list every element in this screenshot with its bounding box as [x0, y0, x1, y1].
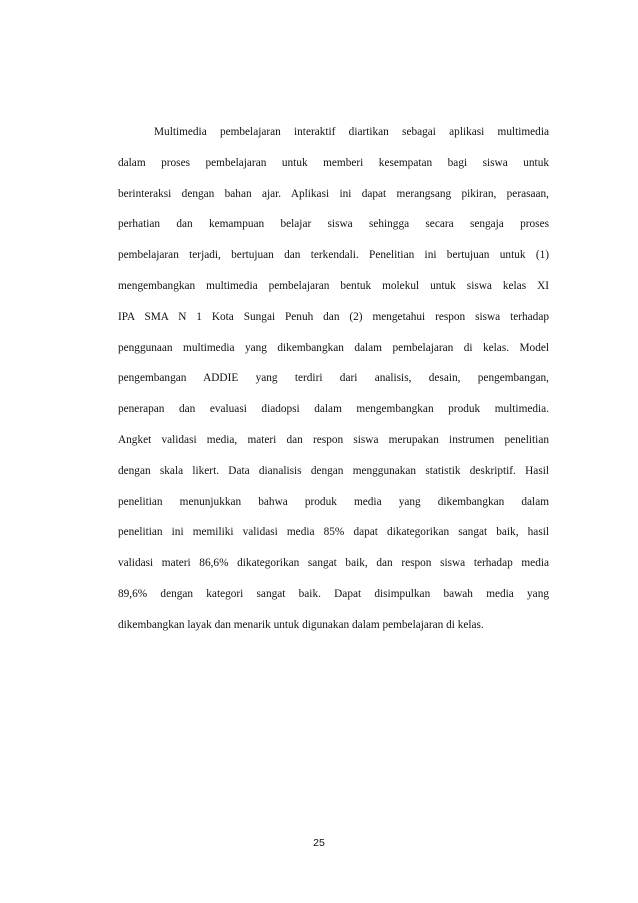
paragraph-line: Angket validasi media, materi dan respon siswa merupakan instrumen penelitian — [118, 433, 549, 446]
paragraph-line: validasi materi 86,6% dikategorikan sangat baik, dan respon siswa terhadap media — [118, 557, 549, 570]
paragraph-line: Multimedia pembelajaran interaktif diartikan sebagai aplikasi multimedia — [154, 126, 549, 138]
paragraph-line: dalam proses pembelajaran untuk memberi kesempatan bagi siswa untuk — [118, 156, 549, 169]
paragraph-line: dengan skala likert. Data dianalisis dengan menggunakan statistik deskriptif. Hasil — [118, 464, 549, 477]
paragraph-line: penggunaan multimedia yang dikembangkan dalam pembelajaran di kelas. Model — [118, 341, 549, 354]
paragraph-line: penelitian ini memiliki validasi media 85% dapat dikategorikan sangat baik, hasil — [118, 526, 549, 539]
paragraph-line: dikembangkan layak dan menarik untuk digunakan dalam pembelajaran di kelas. — [118, 618, 484, 631]
paragraph-line: berinteraksi dengan bahan ajar. Aplikasi ini dapat merangsang pikiran, perasaan, — [118, 187, 549, 200]
paragraph-line: penerapan dan evaluasi diadopsi dalam mengembangkan produk multimedia. — [118, 403, 549, 416]
abstract-paragraph — [118, 117, 549, 641]
paragraph-line: IPA SMA N 1 Kota Sungai Penuh dan (2) mengetahui respon siswa terhadap — [118, 310, 549, 323]
paragraph-line: pengembangan ADDIE yang terdiri dari analisis, desain, pengembangan, — [118, 372, 549, 385]
paragraph-line: perhatian dan kemampuan belajar siswa sehingga secara sengaja proses — [118, 218, 549, 231]
paragraph-line: pembelajaran terjadi, bertujuan dan terkendali. Penelitian ini bertujuan untuk (1) — [118, 249, 549, 262]
paragraph-line: 89,6% dengan kategori sangat baik. Dapat disimpulkan bawah media yang — [118, 587, 549, 600]
paragraph-line: mengembangkan multimedia pembelajaran bentuk molekul untuk siswa kelas XI — [118, 279, 549, 292]
page-number: 25 — [313, 837, 325, 849]
paragraph-line: penelitian menunjukkan bahwa produk media yang dikembangkan dalam — [118, 495, 549, 508]
